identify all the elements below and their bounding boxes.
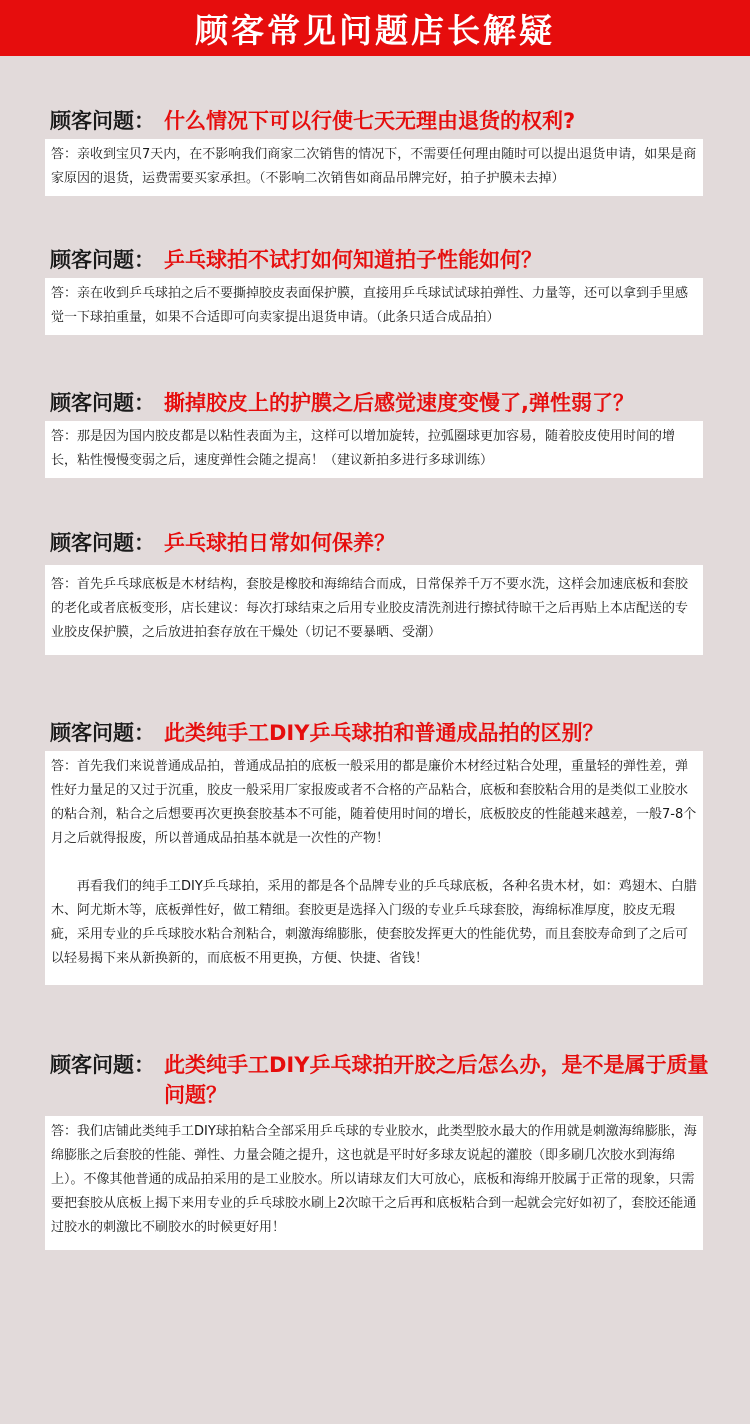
- question-label: 顾客问题：: [50, 1053, 155, 1077]
- page-title: 顾客常见问题店长解疑: [195, 10, 555, 50]
- question-text: 乒乓球拍日常如何保养？: [164, 531, 395, 555]
- answer-paragraph: 答：我们店铺此类纯手工DIY球拍粘合全部采用乒乓球的专业胶水，此类型胶水最大的作用就是刺激海绵膨胀，海绵膨胀之后套胶的性能、弹性、力量会随之提升，这也就是平时好多球友说起的灌胶（即多刷几次胶水到海绵上）。不像其他普通的成品拍采用的是工业胶水。所以请球友们大可放心，底板和海绵开胶属于正常的现象，只需要把套胶从底板上揭下来用专业的乒乓球胶水刷上2次晾干之后再和底板粘合到一起就会完好如初了，套胶还能通过胶水的刺激比不刷胶水的时候更好用！: [51, 1124, 697, 1235]
- faq-item-6: [0, 1050, 750, 1250]
- question-label: 顾客问题：: [50, 531, 155, 555]
- faq-question: [50, 528, 720, 558]
- faq-item-3: [0, 388, 750, 478]
- question-text: 此类纯手工DIY乒乓球拍开胶之后怎么办，是不是属于质量问题？: [164, 1053, 709, 1107]
- faq-answer: [45, 278, 703, 335]
- question-label: 顾客问题：: [50, 248, 155, 272]
- answer-paragraph: 答：首先乒乓球底板是木材结构，套胶是橡胶和海绵结合而成，日常保养千万不要水洗，这样会加速底板和套胶的老化或者底板变形，店长建议：每次打球结束之后用专业胶皮清洗剂进行擦拭待晾干之后再贴上本店配送的专业胶皮保护膜，之后放进拍套存放在干燥处（切记不要暴晒、受潮）: [51, 577, 689, 640]
- question-text: 此类纯手工DIY乒乓球拍和普通成品拍的区别？: [164, 721, 604, 745]
- faq-answer: [45, 1116, 703, 1250]
- question-label: 顾客问题：: [50, 109, 155, 133]
- answer-paragraph: 答：那是因为国内胶皮都是以粘性表面为主，这样可以增加旋转，拉弧圈球更加容易，随着胶皮使用时间的增长，粘性慢慢变弱之后，速度弹性会随之提高！（建议新拍多进行多球训练）: [51, 429, 676, 468]
- faq-item-1: [0, 106, 750, 196]
- faq-answer: [45, 139, 703, 196]
- page-header: [0, 0, 750, 56]
- faq-question: [50, 388, 720, 418]
- answer-paragraph: 答：亲收到宝贝7天内，在不影响我们商家二次销售的情况下，不需要任何理由随时可以提出退货申请，如果是商家原因的退货，运费需要买家承担。（不影响二次销售如商品吊牌完好，拍子护膜未去掉）: [51, 147, 697, 186]
- faq-answer: [45, 751, 703, 985]
- question-text: 乒乓球拍不试打如何知道拍子性能如何？: [164, 248, 542, 272]
- faq-item-5: [0, 718, 750, 985]
- faq-question: [50, 718, 720, 748]
- answer-paragraph: 答：首先我们来说普通成品拍，普通成品拍的底板一般采用的都是廉价木材经过粘合处理，重量轻的弹性差，弹性好力量足的又过于沉重，胶皮一般采用厂家报废或者不合格的产品粘合，底板和套胶粘合用的是类似工业胶水的粘合剂，粘合之后想要再次更换套胶基本不可能，随着使用时间的增长，底板胶皮的性能越来越差，一般7-8个月之后就得报废，所以普通成品拍基本就是一次性的产物！: [51, 759, 697, 846]
- faq-question: [50, 1050, 720, 1110]
- question-text: 撕掉胶皮上的护膜之后感觉速度变慢了,弹性弱了？: [164, 391, 634, 415]
- faq-question: [50, 106, 720, 136]
- faq-item-2: [0, 245, 750, 335]
- question-label: 顾客问题：: [50, 391, 155, 415]
- faq-item-4: [0, 528, 750, 655]
- answer-paragraph: 再看我们的纯手工DIY乒乓球拍，采用的都是各个品牌专业的乒乓球底板，各种名贵木材，如：鸡翅木、白腊木、阿尤斯木等，底板弹性好，做工精细。套胶更是选择入门级的专业乒乓球套胶，海绵标准厚度，胶皮无瑕疵，采用专业的乒乓球胶水粘合剂粘合，刺激海绵膨胀，使套胶发挥更大的性能优势，而且套胶寿命到了之后可以轻易揭下来从新换新的，而底板不用更换，方便、快捷、省钱！: [51, 879, 697, 966]
- question-text: 什么情况下可以行使七天无理由退货的权利?: [164, 109, 576, 133]
- question-label: 顾客问题：: [50, 721, 155, 745]
- faq-answer: [45, 565, 703, 655]
- faq-question: [50, 245, 720, 275]
- answer-paragraph: 答：亲在收到乒乓球拍之后不要撕掉胶皮表面保护膜，直接用乒乓球试试球拍弹性、力量等，还可以拿到手里感觉一下球拍重量，如果不合适即可向卖家提出退货申请。（此条只适合成品拍）: [51, 286, 689, 325]
- faq-answer: [45, 421, 703, 478]
